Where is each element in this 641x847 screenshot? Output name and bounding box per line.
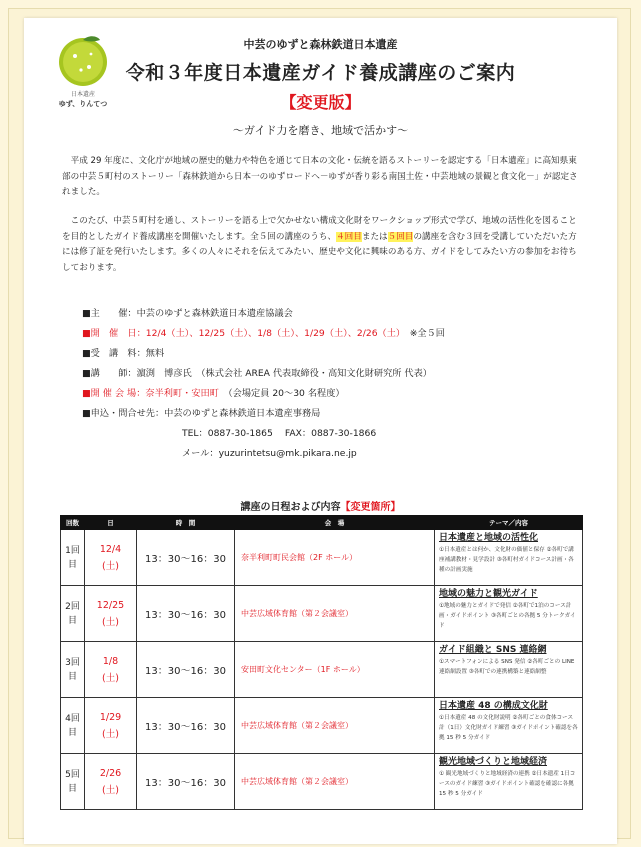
- event-info: [82, 304, 582, 464]
- theme-title: 観光地域づくりと地域経済: [439, 757, 548, 767]
- svg-text:日本遺産: 日本遺産: [70, 91, 96, 98]
- info-mail: メール：yuzurintetsu@mk.pikara.ne.jp: [182, 448, 357, 459]
- session-number: 5回目: [61, 754, 85, 810]
- session-date: [85, 698, 137, 754]
- subtitle: ～ガイド力を磨き、地域で活かす～: [232, 124, 409, 137]
- session-venue: 中芸広域体育館（第２会議室）: [235, 698, 435, 754]
- session-number: 2回目: [61, 586, 85, 642]
- weekday: (土): [102, 672, 119, 684]
- highlight-session-4: ４回目: [336, 231, 362, 242]
- date: 1/8: [102, 655, 119, 667]
- schedule-title: [24, 498, 617, 513]
- theme-title: 地域の魅力と観光ガイド: [439, 589, 538, 599]
- header-theme: テーマ／内容: [435, 516, 583, 530]
- intro-text: または: [361, 231, 388, 242]
- header-time: 時 間: [137, 516, 235, 530]
- theme-desc: ①スマートフォンによる SNS 発信 ②各町ごとの LINE 連絡網設置 ③各町での連携構築と連絡網整: [439, 659, 575, 675]
- info-lecturer: ■講 師：濵渕 博彦氏 （株式会社 AREA 代表取締役・高知文化財研究所 代表）: [82, 368, 432, 379]
- session-theme: [435, 642, 583, 698]
- session-time: 13：30～16：30: [137, 754, 235, 810]
- table-row: [61, 642, 583, 698]
- theme-title: 日本遺産と地域の活性化: [439, 533, 539, 543]
- info-host: ■主 催：中芸のゆずと森林鉄道日本遺産協議会: [82, 308, 293, 319]
- weekday: (土): [102, 784, 119, 796]
- flyer-page: [24, 18, 617, 844]
- session-theme: [435, 754, 583, 810]
- weekday: (土): [102, 728, 119, 740]
- date: 12/25: [96, 599, 125, 611]
- date: 12/4: [99, 543, 122, 555]
- session-time: 13：30～16：30: [137, 586, 235, 642]
- theme-title: ガイド組織と SNS 連絡網: [439, 645, 547, 655]
- info-apply: ■申込・問合せ先：中芸のゆずと森林鉄道日本遺産事務局: [82, 408, 321, 419]
- session-date: [85, 642, 137, 698]
- info-tel: TEL：0887-30-1865 FAX：0887-30-1866: [182, 428, 377, 439]
- organizer-heading: 中芸のゆずと森林鉄道日本遺産: [243, 38, 398, 51]
- theme-desc: ①日本遺産 48 の文化財説明 ②各町ごとの食体コース計（1日）文化財ガイド練習 ③ガイドポイント確認を各拠 15 秒 5 分ガイド: [439, 715, 578, 741]
- session-number: 3回目: [61, 642, 85, 698]
- weekday: (土): [102, 560, 119, 572]
- schedule-table: [60, 515, 583, 810]
- theme-desc: ①地域の魅力とガイドで発信 ②各町で1泊のコース計画・ガイドポイント ③各町ごとの各拠 5 分トークガイド: [439, 603, 576, 629]
- weekday: (土): [102, 616, 119, 628]
- intro-paragraph-2: [62, 214, 578, 276]
- dates-text: ■開 催 日：12/4（土）、12/25（土）、1/8（土）、1/29（土）、2/26（土）: [82, 328, 401, 339]
- session-time: 13：30～16：30: [137, 698, 235, 754]
- table-row: [61, 698, 583, 754]
- header-num: 回数: [61, 516, 85, 530]
- session-date: [85, 530, 137, 586]
- date: 1/29: [99, 711, 122, 723]
- page-title: 令和３年度日本遺産ガイド養成講座のご案内: [125, 62, 516, 84]
- info-fee: ■受 講 料：無料: [82, 348, 165, 359]
- intro-text: の講座を含む３回を受講していただいた方には修了証を発行いたします。多くの人々にそれを伝えてみたい、歴史や文化に興味のある方、ガイドをしてみたい方の参加をお待ちしております。: [62, 231, 577, 273]
- theme-desc: ① 観光地域づくりと地域経済の連携 ②日本遺産 1日コースのガイド練習 ③ガイドポイント確認を確認に各拠 15 秒 5 分ガイド: [439, 771, 576, 797]
- session-venue: 奈半利町町民会館（2F ホール）: [235, 530, 435, 586]
- schedule-title-changed: 【変更箇所】: [340, 502, 401, 513]
- venue-note: （会場定員 20～30 名程度）: [228, 388, 345, 399]
- header-venue: 会 場: [235, 516, 435, 530]
- session-time: 13：30～16：30: [137, 642, 235, 698]
- session-theme: [435, 530, 583, 586]
- info-dates: [82, 324, 582, 344]
- session-number: 4回目: [61, 698, 85, 754]
- theme-title: 日本遺産 48 の構成文化財: [439, 701, 548, 711]
- revised-label: 【変更版】: [280, 93, 361, 112]
- header-date: 日: [85, 516, 137, 530]
- table-header-row: [61, 516, 583, 530]
- intro-text: このたび、中芸５町村を通し、ストーリーを語る上で欠かせない構成文化財をワークショップ形式で学び、地域の活性化を図ることを目的としたガイド養成講座を開催いたします。全５回の講座のうち、: [62, 216, 577, 242]
- svg-text:ゆず、りんてつ: ゆず、りんてつ: [58, 100, 108, 108]
- schedule-title-text: 講座の日程および内容: [240, 502, 341, 513]
- session-number: 1回目: [61, 530, 85, 586]
- dates-note: ※全５回: [409, 328, 445, 339]
- table-row: [61, 754, 583, 810]
- session-date: [85, 754, 137, 810]
- venue-text: ■開 催 会 場：奈半利町・安田町: [82, 388, 219, 399]
- table-row: [61, 586, 583, 642]
- theme-desc: ①日本遺産とは何か、文化財の価値と保存 ②各町で講座補講教材・見学設計 ③各町村ガイドコース計画・各種の計画実施: [439, 547, 574, 573]
- session-time: 13：30～16：30: [137, 530, 235, 586]
- session-venue: 中芸広域体育館（第２会議室）: [235, 754, 435, 810]
- session-date: [85, 586, 137, 642]
- table-row: [61, 530, 583, 586]
- session-theme: [435, 698, 583, 754]
- session-theme: [435, 586, 583, 642]
- highlight-session-5: ５回目: [387, 231, 414, 242]
- session-venue: 安田町文化センター（1F ホール）: [235, 642, 435, 698]
- session-venue: 中芸広域体育館（第２会議室）: [235, 586, 435, 642]
- info-venue: [82, 384, 582, 404]
- intro-paragraph-1: 平成 29 年度に、文化庁が地域の歴史的魅力や特色を通じて日本の文化・伝統を語るストーリーを認定する「日本遺産」に高知県東部の中芸５町村のストーリー「森林鉄道から日本一のゆずロードへ－ゆずが香り彩る南国土佐・中芸地域の景観と食文化－」が認定されました。: [62, 156, 578, 198]
- date: 2/26: [99, 767, 122, 779]
